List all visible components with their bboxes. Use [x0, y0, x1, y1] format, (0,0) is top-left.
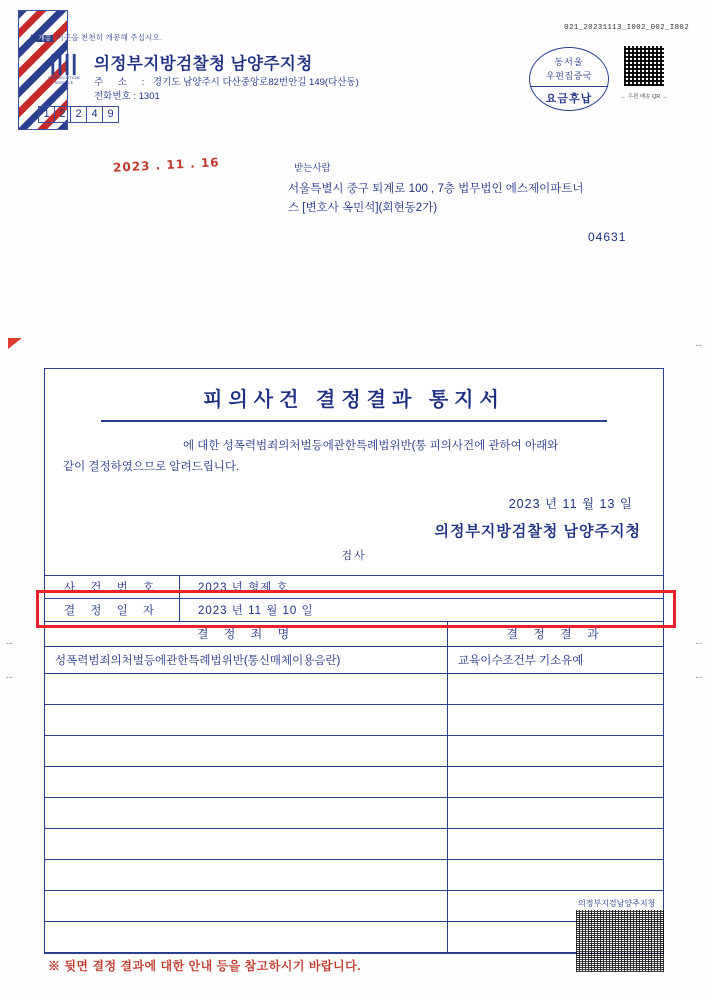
- notice-body: [45, 422, 663, 484]
- postal-stamp-line1: 동서울: [554, 57, 584, 67]
- recipient-label: 받는사람: [294, 163, 331, 174]
- sender-address-value: 경기도 남양주시 다산중앙로82번안길 149(다산동): [152, 77, 359, 88]
- notice-prosecutor-label: 검사: [341, 549, 367, 562]
- qr-code-icon: [622, 44, 666, 88]
- table-row: [45, 575, 663, 598]
- table-header-row: [45, 621, 663, 646]
- prosecution-logo: [40, 52, 88, 85]
- zip-digit: 1: [38, 106, 55, 123]
- notice-decision-date: 2023 년 11 월 13 일: [508, 496, 633, 511]
- notice-body-line2: 같이 결정하였으므로 알려드립니다.: [63, 460, 240, 473]
- decision-date-value: 2023 년 11 월 10 일: [180, 598, 664, 621]
- cell-crime: [45, 828, 448, 859]
- table-row: [45, 828, 663, 859]
- sender-tel-label: 전화번호 :: [94, 91, 136, 102]
- open-arrows-icon: ////: [30, 33, 35, 42]
- cell-crime: 성폭력범죄의처벌등에관한특례법위반(통신매체이용음란): [45, 646, 448, 673]
- notice-title: 피의사건 결정결과 통지서: [203, 389, 505, 411]
- cell-crime: [45, 704, 448, 735]
- cell-result: 교육이수조건부 기소유예: [448, 646, 664, 673]
- cell-crime: [45, 921, 448, 952]
- case-number-label: 사 건 번 호: [45, 575, 180, 598]
- zip-digit: 2: [70, 106, 87, 123]
- postal-stamp: [529, 47, 609, 111]
- cell-crime: [45, 735, 448, 766]
- table-row: [45, 797, 663, 828]
- qr-code-caption: ← 우편 배송 QR →: [620, 94, 668, 100]
- recipient-address-line2: 스 [변호사 옥민석](회현동2가): [288, 202, 438, 214]
- cell-result: [448, 797, 664, 828]
- received-date-stamp: 2023 . 11 . 16: [112, 155, 220, 175]
- cell-result: [448, 828, 664, 859]
- cell-crime: [45, 673, 448, 704]
- case-number-value: 2023 년 형제 호: [180, 575, 664, 598]
- margin-dash-left: - -: [6, 638, 12, 648]
- margin-dash-right: - -: [695, 672, 701, 682]
- footer-note: ※ 뒷면 결정 결과에 대한 안내 등을 참고하시기 바랍니다.: [48, 959, 362, 973]
- office-stamp-label: 의정부지검남양주지청: [578, 899, 656, 908]
- cell-result: [448, 704, 664, 735]
- margin-dash-left: - -: [6, 672, 12, 682]
- cell-result: [448, 766, 664, 797]
- logo-bars-icon: ||||: [49, 50, 79, 75]
- cell-crime: [45, 890, 448, 921]
- sender-tel-value: 1301: [138, 91, 160, 102]
- decision-date-label: 결 정 일 자: [45, 598, 180, 621]
- sender-telephone: [94, 88, 160, 102]
- table-row: [45, 921, 663, 952]
- sender-address: [94, 74, 359, 88]
- cell-crime: [45, 859, 448, 890]
- postal-stamp-divider: [530, 86, 608, 87]
- table-row: [45, 646, 663, 673]
- zip-digit: 4: [86, 106, 103, 123]
- sender-zipcode: [38, 106, 118, 123]
- case-meta-table: [45, 575, 663, 621]
- recipient-zipcode: 04631: [588, 230, 627, 244]
- zip-digit: 2: [54, 106, 71, 123]
- notice-body-line1: 에 대한 성폭력범죄의처벌등에관한특례법위반(통 피의사건에 관하여 아래와: [183, 439, 559, 452]
- recipient-address: [288, 180, 638, 218]
- sender-address-label: 주 소 :: [94, 77, 151, 88]
- column-header-result: 결 정 결 과: [448, 621, 664, 646]
- table-row: [45, 673, 663, 704]
- open-hint-tag: 개봉: [38, 35, 52, 42]
- margin-dash-right: - -: [695, 340, 701, 350]
- open-hint-text: 이곳을 천천히 개봉해 주십시오.: [56, 33, 163, 42]
- cell-result: [448, 735, 664, 766]
- decision-table: [45, 621, 663, 953]
- postal-stamp-line3: 요금후납: [545, 93, 593, 105]
- table-row: [45, 890, 663, 921]
- column-header-crime: 결 정 죄 명: [45, 621, 448, 646]
- cell-result: [448, 859, 664, 890]
- logo-english-label: PROSECUTION SERVICE: [48, 75, 80, 85]
- table-row: [45, 598, 663, 621]
- notice-office-name: 의정부지방검찰청 남양주지청: [434, 522, 641, 540]
- postal-stamp-line2: 우편집중국: [546, 71, 592, 81]
- table-row: [45, 859, 663, 890]
- table-row: [45, 704, 663, 735]
- red-triangle-marker-icon: [8, 338, 22, 349]
- barcode-icon: [576, 910, 664, 972]
- margin-dash-right: - -: [695, 638, 701, 648]
- table-row: [45, 735, 663, 766]
- cell-result: [448, 673, 664, 704]
- notice-document: [44, 368, 664, 954]
- document-id: 021_20231113_I002_002_I802: [564, 24, 689, 32]
- sender-name: 의정부지방검찰청 남양주지청: [94, 55, 313, 73]
- cell-crime: [45, 797, 448, 828]
- table-row: [45, 766, 663, 797]
- recipient-address-line1: 서울특별시 중구 퇴계로 100 , 7층 법무법인 에스제이파트너: [288, 183, 584, 195]
- open-hint: [30, 32, 162, 43]
- zip-digit: 9: [102, 106, 119, 123]
- cell-crime: [45, 766, 448, 797]
